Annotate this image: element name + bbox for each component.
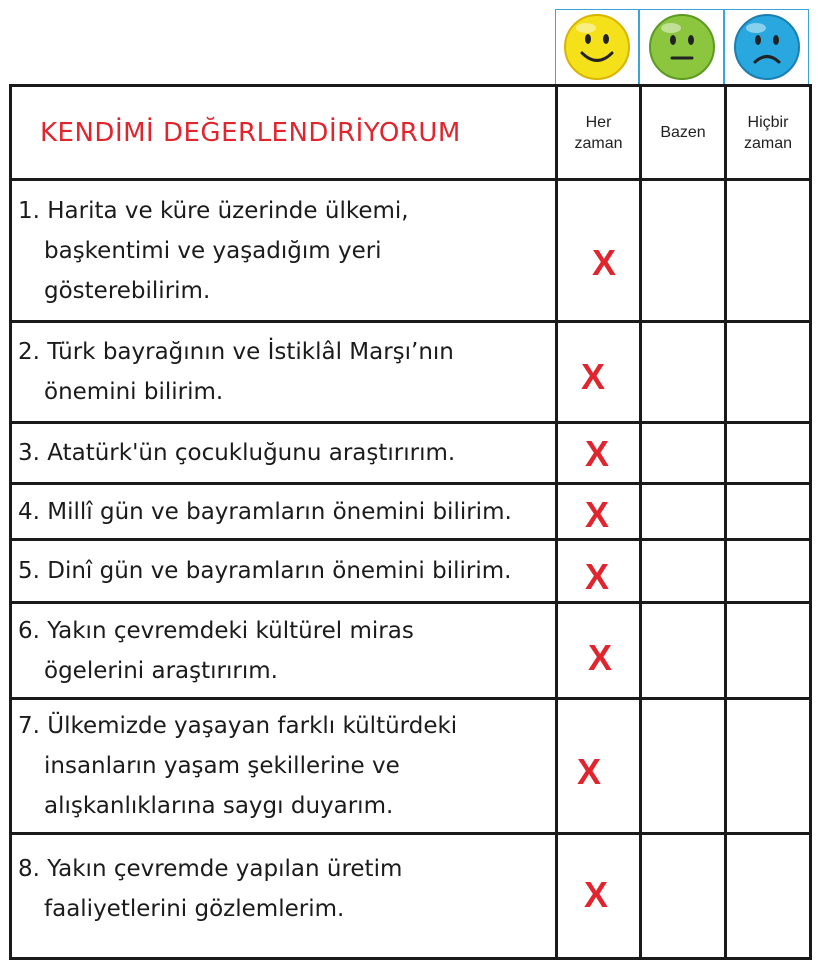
table-row [11,540,811,603]
statement-line: 8. Yakın çevremde yapılan üretim [18,856,403,882]
neutral-face-header [639,9,724,84]
table-title: KENDİMİ DEĞERLENDİRİYORUM [11,86,557,180]
x-mark: X [588,637,613,678]
statement-line: faaliyetlerini gözlemlerim. [44,896,345,922]
sad-face-icon [732,12,802,82]
statement-cell [11,540,557,603]
statement-cell [11,322,557,423]
table-row [11,699,811,834]
table-row [11,423,811,484]
table-row [11,180,811,322]
column-header-line: zaman [743,134,793,152]
statement-line: 1. Harita ve küre üzerinde ülkemi, [18,197,409,224]
statement-line: 4. Millî gün ve bayramların önemini bilirim. [18,498,512,525]
sad-face-header [724,9,809,84]
answer-cell-hicbir-zaman[interactable] [726,699,811,834]
answer-cell-bazen[interactable] [641,322,726,423]
table-row [11,603,811,699]
x-mark: X [585,556,610,597]
table-row [11,484,811,540]
answer-cell-hicbir-zaman[interactable] [726,834,811,959]
answer-cell-her-zaman[interactable] [557,322,641,423]
answer-cell-bazen[interactable] [641,484,726,540]
statement-line: gösterebilirim. [44,277,211,304]
table-row [11,834,811,959]
neutral-face-icon [647,12,717,82]
answer-cell-bazen[interactable] [641,540,726,603]
column-header-bazen [641,86,726,180]
answer-cell-her-zaman[interactable] [557,484,641,540]
answer-cell-her-zaman[interactable] [557,540,641,603]
statement-line: 3. Atatürk'ün çocukluğunu araştırırım. [18,440,456,466]
answer-cell-bazen[interactable] [641,834,726,959]
statement-line: 6. Yakın çevremdeki kültürel miras [18,617,414,644]
answer-cell-hicbir-zaman[interactable] [726,540,811,603]
self-assessment-table [9,84,812,960]
answer-cell-her-zaman[interactable] [557,603,641,699]
x-mark: X [577,751,602,792]
column-header-line: Hiçbir [747,113,789,131]
statement-line: önemini bilirim. [44,379,224,405]
column-header-line: Bazen [660,124,706,141]
answer-cell-hicbir-zaman[interactable] [726,322,811,423]
statement-cell [11,484,557,540]
table-row [11,322,811,423]
answer-cell-hicbir-zaman[interactable] [726,603,811,699]
statement-cell [11,699,557,834]
x-mark: X [585,494,610,535]
answer-cell-bazen[interactable] [641,699,726,834]
answer-cell-bazen[interactable] [641,423,726,484]
happy-face-icon [562,12,632,82]
statement-cell [11,603,557,699]
x-mark: X [592,242,617,283]
column-header-hicbir-zaman [726,86,811,180]
statement-line: başkentimi ve yaşadığım yeri [44,237,382,264]
statement-line: 7. Ülkemizde yaşayan farklı kültürdeki [18,713,458,739]
column-header-line: zaman [574,134,623,152]
answer-cell-hicbir-zaman[interactable] [726,484,811,540]
table-header-row [11,86,811,180]
statement-line: 2. Türk bayrağının ve İstiklâl Marşı’nın [18,339,454,365]
statement-line: ögelerini araştırırım. [44,657,278,684]
column-header-line: Her [585,113,612,131]
statement-cell [11,180,557,322]
answer-cell-her-zaman[interactable] [557,699,641,834]
x-mark: X [585,433,610,474]
answer-cell-bazen[interactable] [641,180,726,322]
answer-cell-her-zaman[interactable] [557,423,641,484]
statement-cell [11,834,557,959]
column-header-her-zaman [557,86,641,180]
answer-cell-her-zaman[interactable] [557,834,641,959]
answer-cell-bazen[interactable] [641,603,726,699]
statement-line: insanların yaşam şekillerine ve [44,753,400,779]
x-mark: X [584,874,609,915]
answer-cell-hicbir-zaman[interactable] [726,423,811,484]
x-mark: X [581,356,606,397]
answer-cell-hicbir-zaman[interactable] [726,180,811,322]
statement-line: 5. Dinî gün ve bayramların önemini bilirim. [18,558,512,584]
happy-face-header [555,9,639,84]
statement-cell [11,423,557,484]
statement-line: alışkanlıklarına saygı duyarım. [44,793,394,819]
answer-cell-her-zaman[interactable] [557,180,641,322]
